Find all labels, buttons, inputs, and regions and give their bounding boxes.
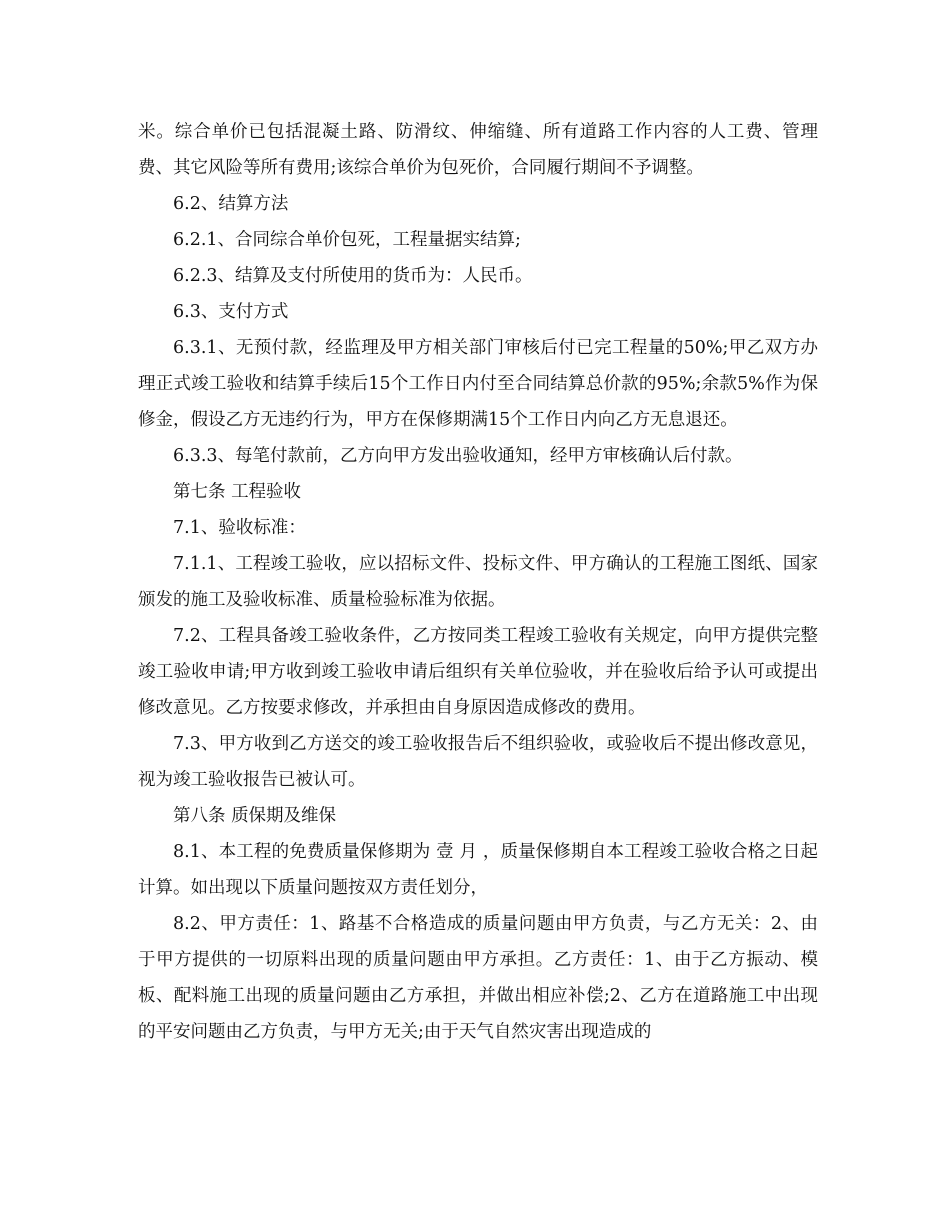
clause-6-2-3: 6.2.3、结算及支付所使用的货币为：人民币。 [173,266,533,286]
article-7-heading: 第七条 工程验收 [173,482,302,502]
clause-6-3-1: 6.3.1、无预付款，经监理及甲方相关部门审核后付已完工程量的50%;甲乙双方办理正式竣工验收和结算手续后15个工作日内付至合同结算总价款的95%;余款5%作为保修金，假设乙方无违约行为，甲方在保修期满15个工作日内向乙方无息退还。 [138,338,818,430]
clause-6-3-3: 6.3.3、每笔付款前，乙方向甲方发出验收通知，经甲方审核确认后付款。 [173,446,743,466]
clause-7-1-1: 7.1.1、工程竣工验收，应以招标文件、投标文件、甲方确认的工程施工图纸、国家颁发的施工及验收标准、质量检验标准为依据。 [138,554,818,610]
section-7-1-heading: 7.1、验收标准： [173,518,306,538]
clause-7-3: 7.3、甲方收到乙方送交的竣工验收报告后不组织验收，或验收后不提出修改意见，视为竣工验收报告已被认可。 [138,734,818,790]
document-page [138,114,818,1050]
clause-7-2: 7.2、工程具备竣工验收条件，乙方按同类工程竣工验收有关规定，向甲方提供完整竣工验收申请;甲方收到竣工验收申请后组织有关单位验收，并在验收后给予认可或提出修改意见。乙方按要求修改，并承担由自身原因造成修改的费用。 [138,626,818,718]
clause-6-2-1: 6.2.1、合同综合单价包死，工程量据实结算; [173,230,521,250]
clause-8-1: 8.1、本工程的免费质量保修期为 壹 月 ，质量保修期自本工程竣工验收合格之日起计算。如出现以下质量问题按双方责任划分， [138,842,818,898]
paragraph-continuation: 米。综合单价已包括混凝土路、防滑纹、伸缩缝、所有道路工作内容的人工费、管理费、其它风险等所有费用;该综合单价为包死价，合同履行期间不予调整。 [138,122,818,178]
article-8-heading: 第八条 质保期及维保 [173,806,337,826]
clause-8-2: 8.2、甲方责任：1、路基不合格造成的质量问题由甲方负责，与乙方无关：2、由于甲方提供的一切原料出现的质量问题由甲方承担。乙方责任：1、由于乙方振动、模板、配料施工出现的质量问题由乙方承担，并做出相应补偿;2、乙方在道路施工中出现的平安问题由乙方负责，与甲方无关;由于天气自然灾害出现造成的 [138,914,818,1042]
section-6-3-heading: 6.3、支付方式 [173,302,289,322]
section-6-2-heading: 6.2、结算方法 [173,194,289,214]
